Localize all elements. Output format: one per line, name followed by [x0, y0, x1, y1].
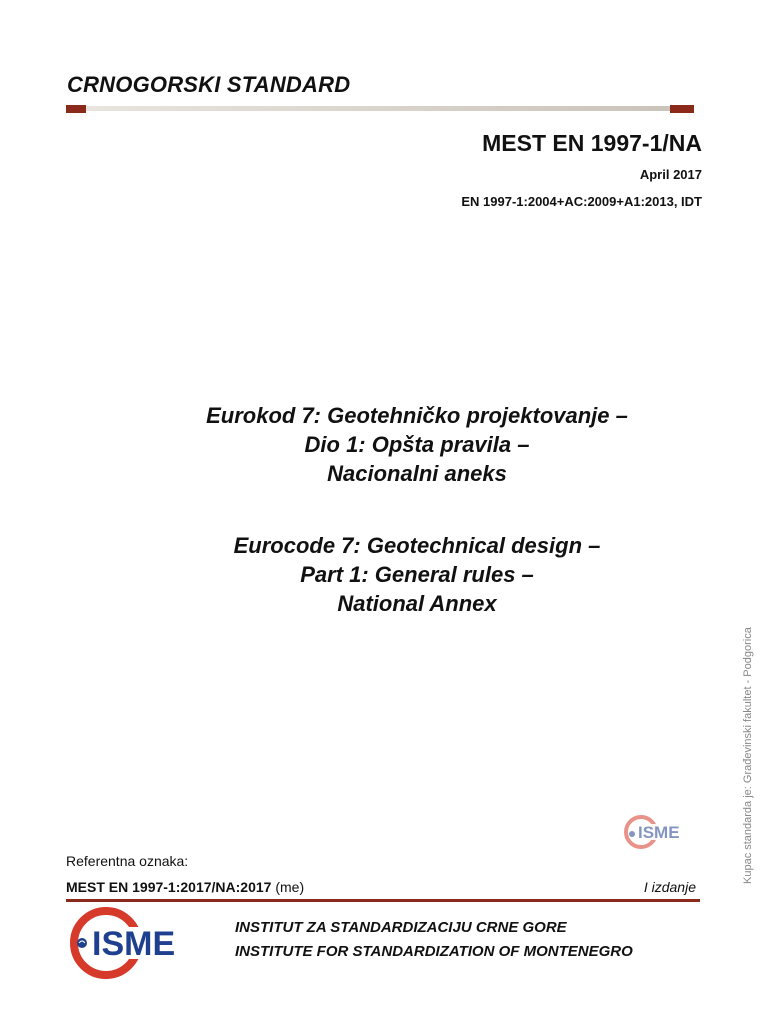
title-line: Part 1: General rules –: [300, 562, 534, 587]
title-montenegrin: [66, 401, 768, 488]
title-line: Eurocode 7: Geotechnical design –: [233, 533, 601, 558]
isme-logo: [68, 905, 218, 981]
title-line: National Annex: [337, 591, 497, 616]
isme-logo-text: ISME: [92, 925, 176, 963]
reference-code: [66, 879, 304, 895]
equivalent-standard: EN 1997-1:2004+AC:2009+A1:2013, IDT: [461, 194, 702, 209]
reference-label: Referentna oznaka:: [66, 853, 189, 869]
reference-language: (me): [275, 879, 305, 895]
buyer-watermark: Kupac standarda je: Građevinski fakultet - Podgorica: [742, 627, 754, 884]
header-rule: [66, 105, 694, 113]
reference-code-value: MEST EN 1997-1:2017/NA:2017: [66, 879, 272, 895]
publication-date: April 2017: [639, 167, 702, 182]
title-line: Nacionalni aneks: [327, 461, 507, 486]
institute-name-montenegrin: INSTITUT ZA STANDARDIZACIJU CRNE GORE: [235, 919, 567, 936]
footer-rule: [66, 899, 700, 902]
institute-name-english: INSTITUTE FOR STANDARDIZATION OF MONTENEGRO: [235, 943, 633, 960]
series-title: CRNOGORSKI STANDARD: [67, 72, 351, 97]
edition: I izdanje: [643, 879, 696, 895]
title-line: Dio 1: Opšta pravila –: [304, 432, 530, 457]
isme-small-logo-text: ISME: [638, 823, 680, 842]
isme-small-logo: [622, 812, 696, 852]
standard-number: MEST EN 1997-1/NA: [482, 130, 702, 156]
title-line: Eurokod 7: Geotehničko projektovanje –: [206, 403, 628, 428]
title-english: [66, 531, 768, 618]
